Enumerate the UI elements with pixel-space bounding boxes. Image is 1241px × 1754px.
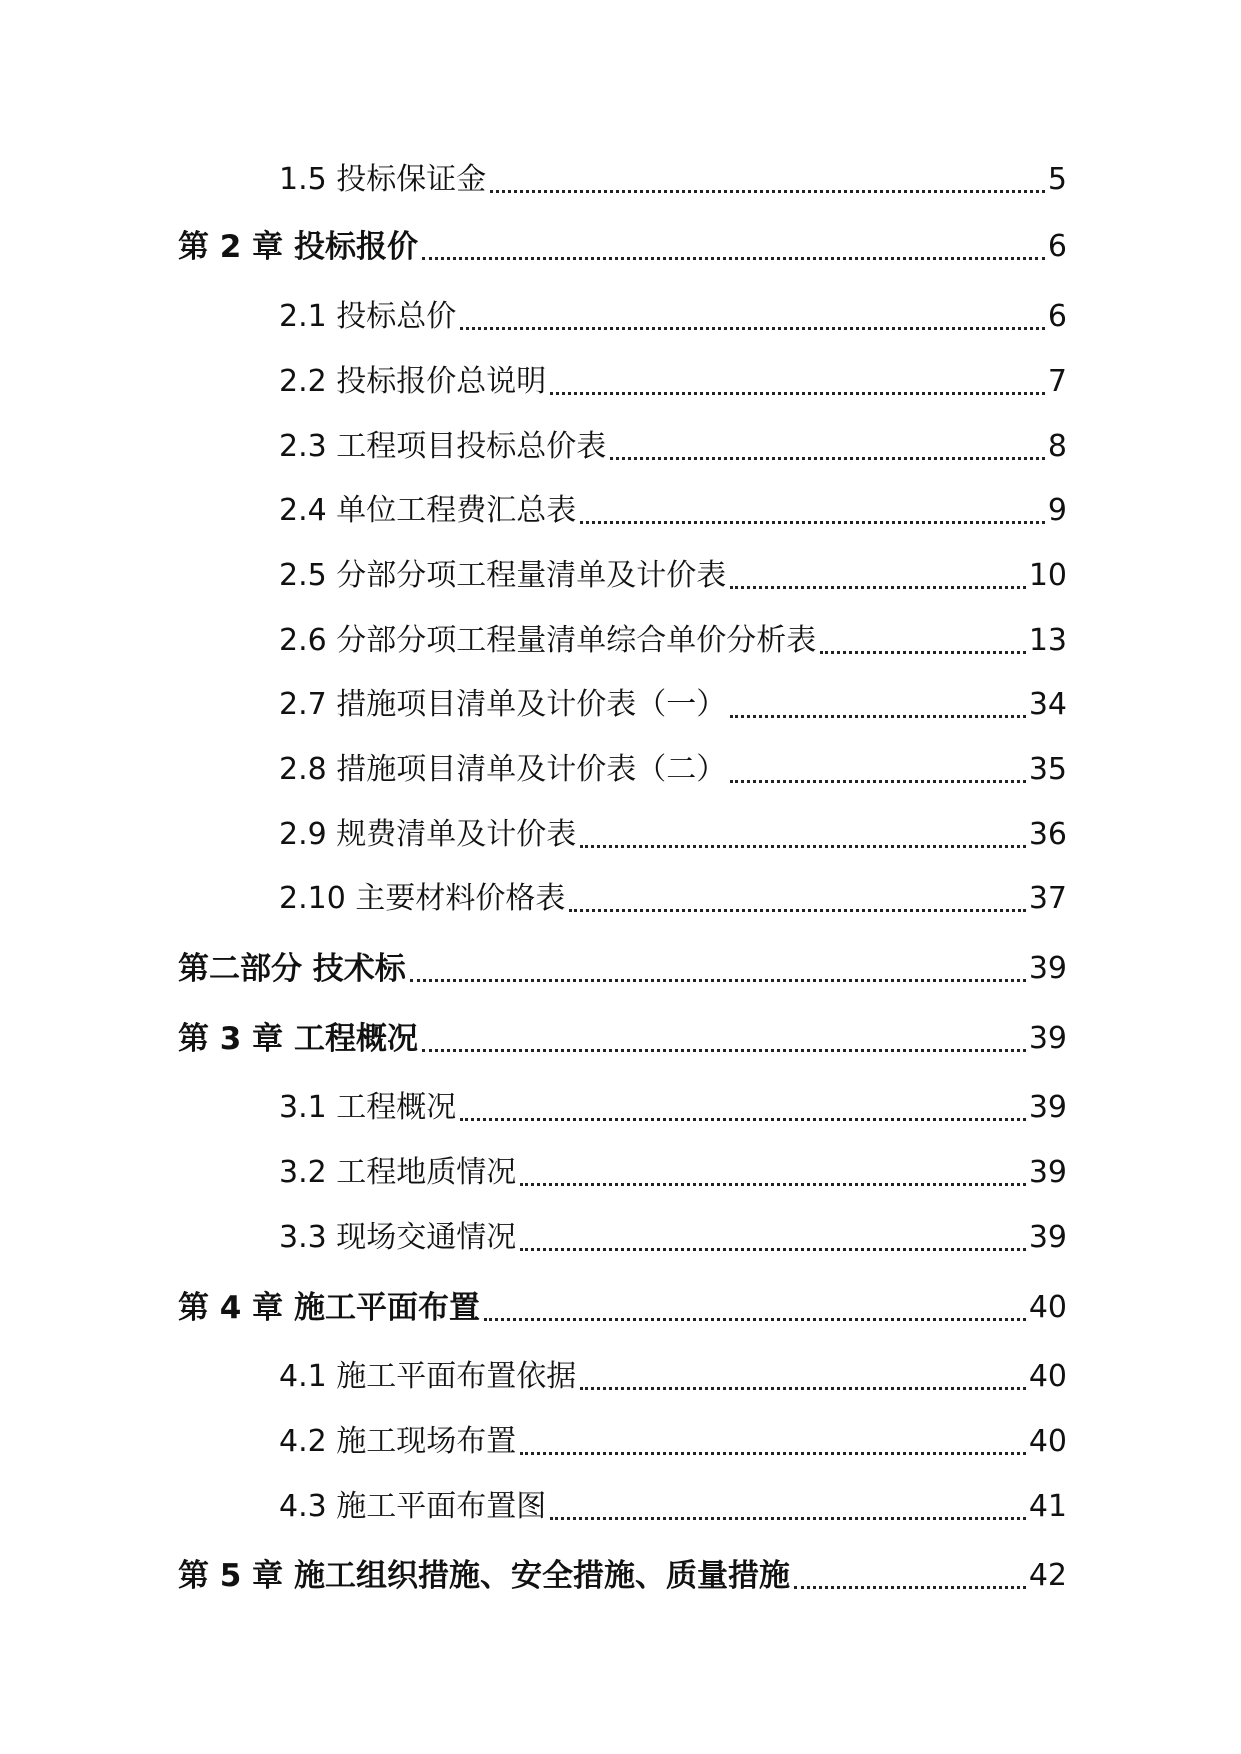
toc-entry[interactable]: [279, 158, 1067, 202]
toc-page-number: 39: [1028, 951, 1067, 986]
toc-entry[interactable]: [279, 295, 1067, 339]
toc-page-number: 9: [1047, 493, 1067, 528]
toc-dot-leader: [794, 1586, 1026, 1589]
toc-chapter-entry[interactable]: [178, 1554, 1067, 1598]
toc-entry-title: 2.4 单位工程费汇总表: [279, 493, 577, 528]
toc-page-number: 39: [1028, 1021, 1067, 1056]
toc-entry[interactable]: [279, 489, 1067, 533]
toc-entry-title: 第 3 章 工程概况: [178, 1021, 418, 1057]
toc-dot-leader: [422, 1049, 1026, 1052]
toc-dot-leader: [610, 457, 1045, 460]
toc-entry[interactable]: [279, 877, 1067, 921]
toc-entry-title: 2.3 工程项目投标总价表: [279, 429, 607, 464]
toc-page-number: 13: [1028, 623, 1067, 658]
toc-dot-leader: [490, 190, 1045, 193]
toc-entry[interactable]: [279, 425, 1067, 469]
toc-page-number: 41: [1028, 1489, 1067, 1524]
toc-page-number: 6: [1047, 299, 1067, 334]
toc-page-number: 8: [1047, 429, 1067, 464]
toc-entry-title: 4.3 施工平面布置图: [279, 1489, 547, 1524]
toc-dot-leader: [730, 586, 1026, 589]
toc-chapter-entry[interactable]: [178, 225, 1067, 269]
toc-dot-leader: [550, 392, 1045, 395]
toc-entry[interactable]: [279, 1485, 1067, 1529]
toc-entry-title: 1.5 投标保证金: [279, 162, 487, 197]
toc-dot-leader: [550, 1517, 1026, 1520]
toc-entry-title: 4.1 施工平面布置依据: [279, 1359, 577, 1394]
toc-dot-leader: [520, 1183, 1026, 1186]
toc-entry-title: 第 2 章 投标报价: [178, 229, 418, 265]
toc-entry[interactable]: [279, 813, 1067, 857]
toc-entry[interactable]: [279, 1151, 1067, 1195]
toc-dot-leader: [460, 1118, 1026, 1121]
toc-entry[interactable]: [279, 1420, 1067, 1464]
toc-dot-leader: [730, 780, 1026, 783]
toc-entry-title: 第 4 章 施工平面布置: [178, 1290, 480, 1326]
toc-page-number: 40: [1028, 1359, 1067, 1394]
toc-page-number: 40: [1028, 1424, 1067, 1459]
toc-entry-title: 4.2 施工现场布置: [279, 1424, 517, 1459]
toc-dot-leader: [580, 845, 1026, 848]
toc-entry-title: 2.8 措施项目清单及计价表（二）: [279, 752, 727, 787]
toc-dot-leader: [730, 715, 1026, 718]
toc-dot-leader: [484, 1318, 1026, 1321]
toc-entry[interactable]: [279, 1086, 1067, 1130]
toc-entry[interactable]: [279, 1216, 1067, 1260]
toc-entry-title: 2.5 分部分项工程量清单及计价表: [279, 558, 727, 593]
toc-entry-title: 2.9 规费清单及计价表: [279, 817, 577, 852]
toc-entry-title: 3.2 工程地质情况: [279, 1155, 517, 1190]
toc-page-number: 42: [1028, 1558, 1067, 1593]
toc-entry-title: 2.6 分部分项工程量清单综合单价分析表: [279, 623, 817, 658]
toc-entry[interactable]: [279, 748, 1067, 792]
toc-entry[interactable]: [279, 554, 1067, 598]
toc-page-number: 36: [1028, 817, 1067, 852]
toc-entry[interactable]: [279, 683, 1067, 727]
toc-part-entry[interactable]: [178, 947, 1067, 991]
toc-page-number: 39: [1028, 1090, 1067, 1125]
toc-page-number: 39: [1028, 1220, 1067, 1255]
toc-dot-leader: [520, 1248, 1026, 1251]
toc-dot-leader: [460, 327, 1045, 330]
toc-page-number: 39: [1028, 1155, 1067, 1190]
toc-page-number: 7: [1047, 364, 1067, 399]
toc-page-number: 40: [1028, 1290, 1067, 1325]
toc-page-number: 5: [1047, 162, 1067, 197]
toc-page-number: 37: [1028, 881, 1067, 916]
toc-dot-leader: [422, 257, 1045, 260]
toc-entry[interactable]: [279, 360, 1067, 404]
toc-entry-title: 2.1 投标总价: [279, 299, 457, 334]
toc-dot-leader: [580, 1387, 1026, 1390]
toc-page-number: 35: [1028, 752, 1067, 787]
toc-entry-title: 3.1 工程概况: [279, 1090, 457, 1125]
toc-dot-leader: [410, 979, 1026, 982]
toc-entry-title: 2.10 主要材料价格表: [279, 881, 566, 916]
toc-chapter-entry[interactable]: [178, 1017, 1067, 1061]
toc-entry-title: 2.7 措施项目清单及计价表（一）: [279, 687, 727, 722]
toc-entry[interactable]: [279, 1355, 1067, 1399]
toc-page-number: 6: [1047, 229, 1067, 264]
toc-page-number: 10: [1028, 558, 1067, 593]
toc-dot-leader: [820, 651, 1026, 654]
toc-dot-leader: [580, 521, 1045, 524]
toc-entry[interactable]: [279, 619, 1067, 663]
toc-entry-title: 3.3 现场交通情况: [279, 1220, 517, 1255]
toc-entry-title: 第二部分 技术标: [178, 951, 406, 987]
toc-dot-leader: [569, 909, 1025, 912]
toc-entry-title: 2.2 投标报价总说明: [279, 364, 547, 399]
toc-page-number: 34: [1028, 687, 1067, 722]
toc-dot-leader: [520, 1452, 1026, 1455]
toc-entry-title: 第 5 章 施工组织措施、安全措施、质量措施: [178, 1558, 790, 1594]
toc-chapter-entry[interactable]: [178, 1286, 1067, 1330]
